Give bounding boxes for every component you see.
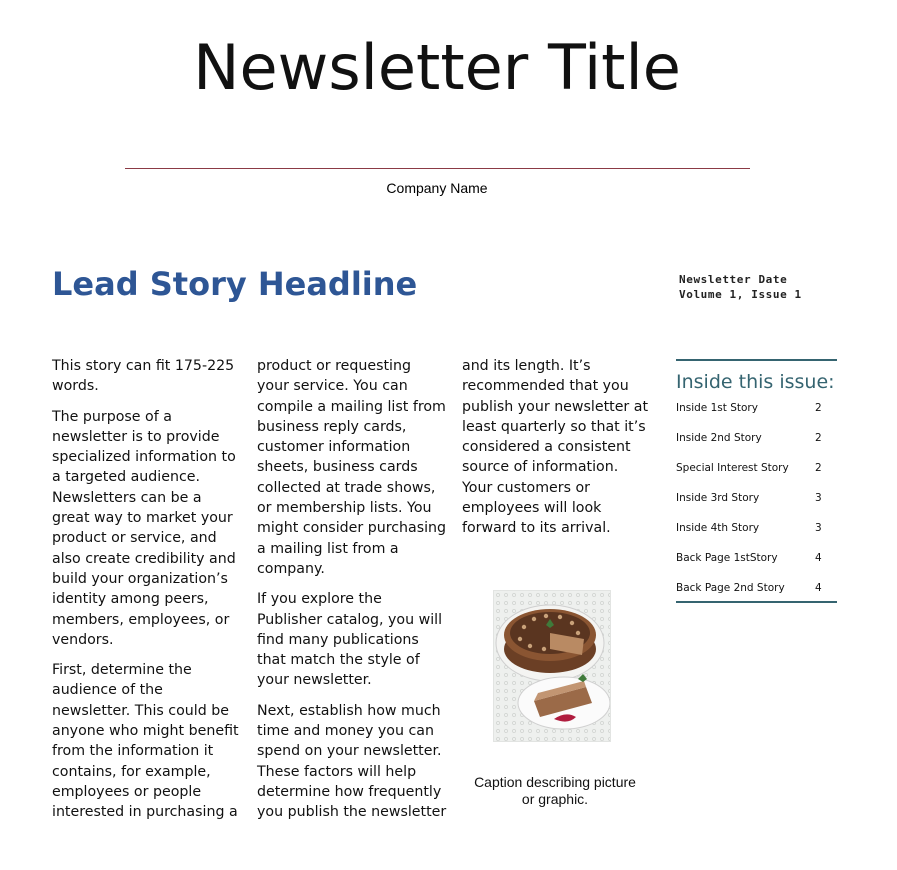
toc-heading: Inside this issue: [676,371,835,393]
toc-item-label: Inside 4th Story [676,522,760,534]
story-paragraph: product or requesting your service. You can compile a mailing list from business reply cards, customer information sheets, business cards collected at trade shows, or membership lists. You might consider purchasing a mailing list from a company. [257,358,447,577]
toc-item-label: Inside 2nd Story [676,432,762,444]
toc-item-label: Inside 1st Story [676,402,758,414]
issue-date-block [679,272,802,302]
story-paragraph: Next, establish how much time and money you can spend on your newsletter. These factors will help determine how frequently you publish the newsletter [257,702,447,821]
story-paragraph: and its length. It’s recommended that you publish your newsletter at least quarterly so that it’s considered a consistent source of information. Your customers or employees will look forward to its arrival. [462,358,649,537]
story-column-1 [52,356,240,833]
toc-item-page: 2 [815,462,822,474]
toc-item-page: 2 [815,432,822,444]
toc-item-label: Special Interest Story [676,462,789,474]
newsletter-date: Newsletter Date [679,273,788,286]
company-name: Company Name [386,180,488,196]
cake-photo [493,590,611,742]
photo-caption: Caption describing picture or graphic. [474,774,636,807]
cake-illustration [494,591,610,741]
toc-item-page: 4 [815,552,822,564]
newsletter-title: Newsletter Title [193,31,681,104]
story-paragraph: First, determine the audience of the newsletter. This could be anyone who might benefit from the information it contains, for example, employees or people interested in purchasing a [52,662,239,821]
toc-item [676,431,837,461]
toc-item [676,551,837,581]
toc-item-label: Inside 3rd Story [676,492,760,504]
story-paragraph: The purpose of a newsletter is to provide specialized information to a targeted audience. Newsletters can be a great way to market your product or service, and also create credibility and build your organization’s identity among peers, members, employees, or vendors. [52,408,236,648]
toc-item-page: 3 [815,492,822,504]
title-divider [125,168,750,169]
story-paragraph: If you explore the Publisher catalog, you will find many publications that match the style of your newsletter. [257,591,443,689]
toc-bottom-rule [676,601,837,603]
toc-item [676,401,837,431]
toc-item-page: 2 [815,402,822,414]
toc-item [676,461,837,491]
toc-item [676,491,837,521]
toc-item-page: 4 [815,582,822,594]
inside-this-issue-box [676,359,837,603]
toc-top-rule [676,359,837,361]
toc-item-page: 3 [815,522,822,534]
story-paragraph: This story can fit 175-225 words. [52,358,235,395]
toc-item [676,521,837,551]
story-column-2 [257,356,447,833]
lead-story-headline: Lead Story Headline [52,265,418,303]
toc-item-label: Back Page 1stStory [676,552,778,564]
volume-issue: Volume 1, Issue 1 [679,288,802,301]
story-column-3 [462,356,652,549]
toc-item [676,581,837,601]
toc-item-label: Back Page 2nd Story [676,582,785,594]
